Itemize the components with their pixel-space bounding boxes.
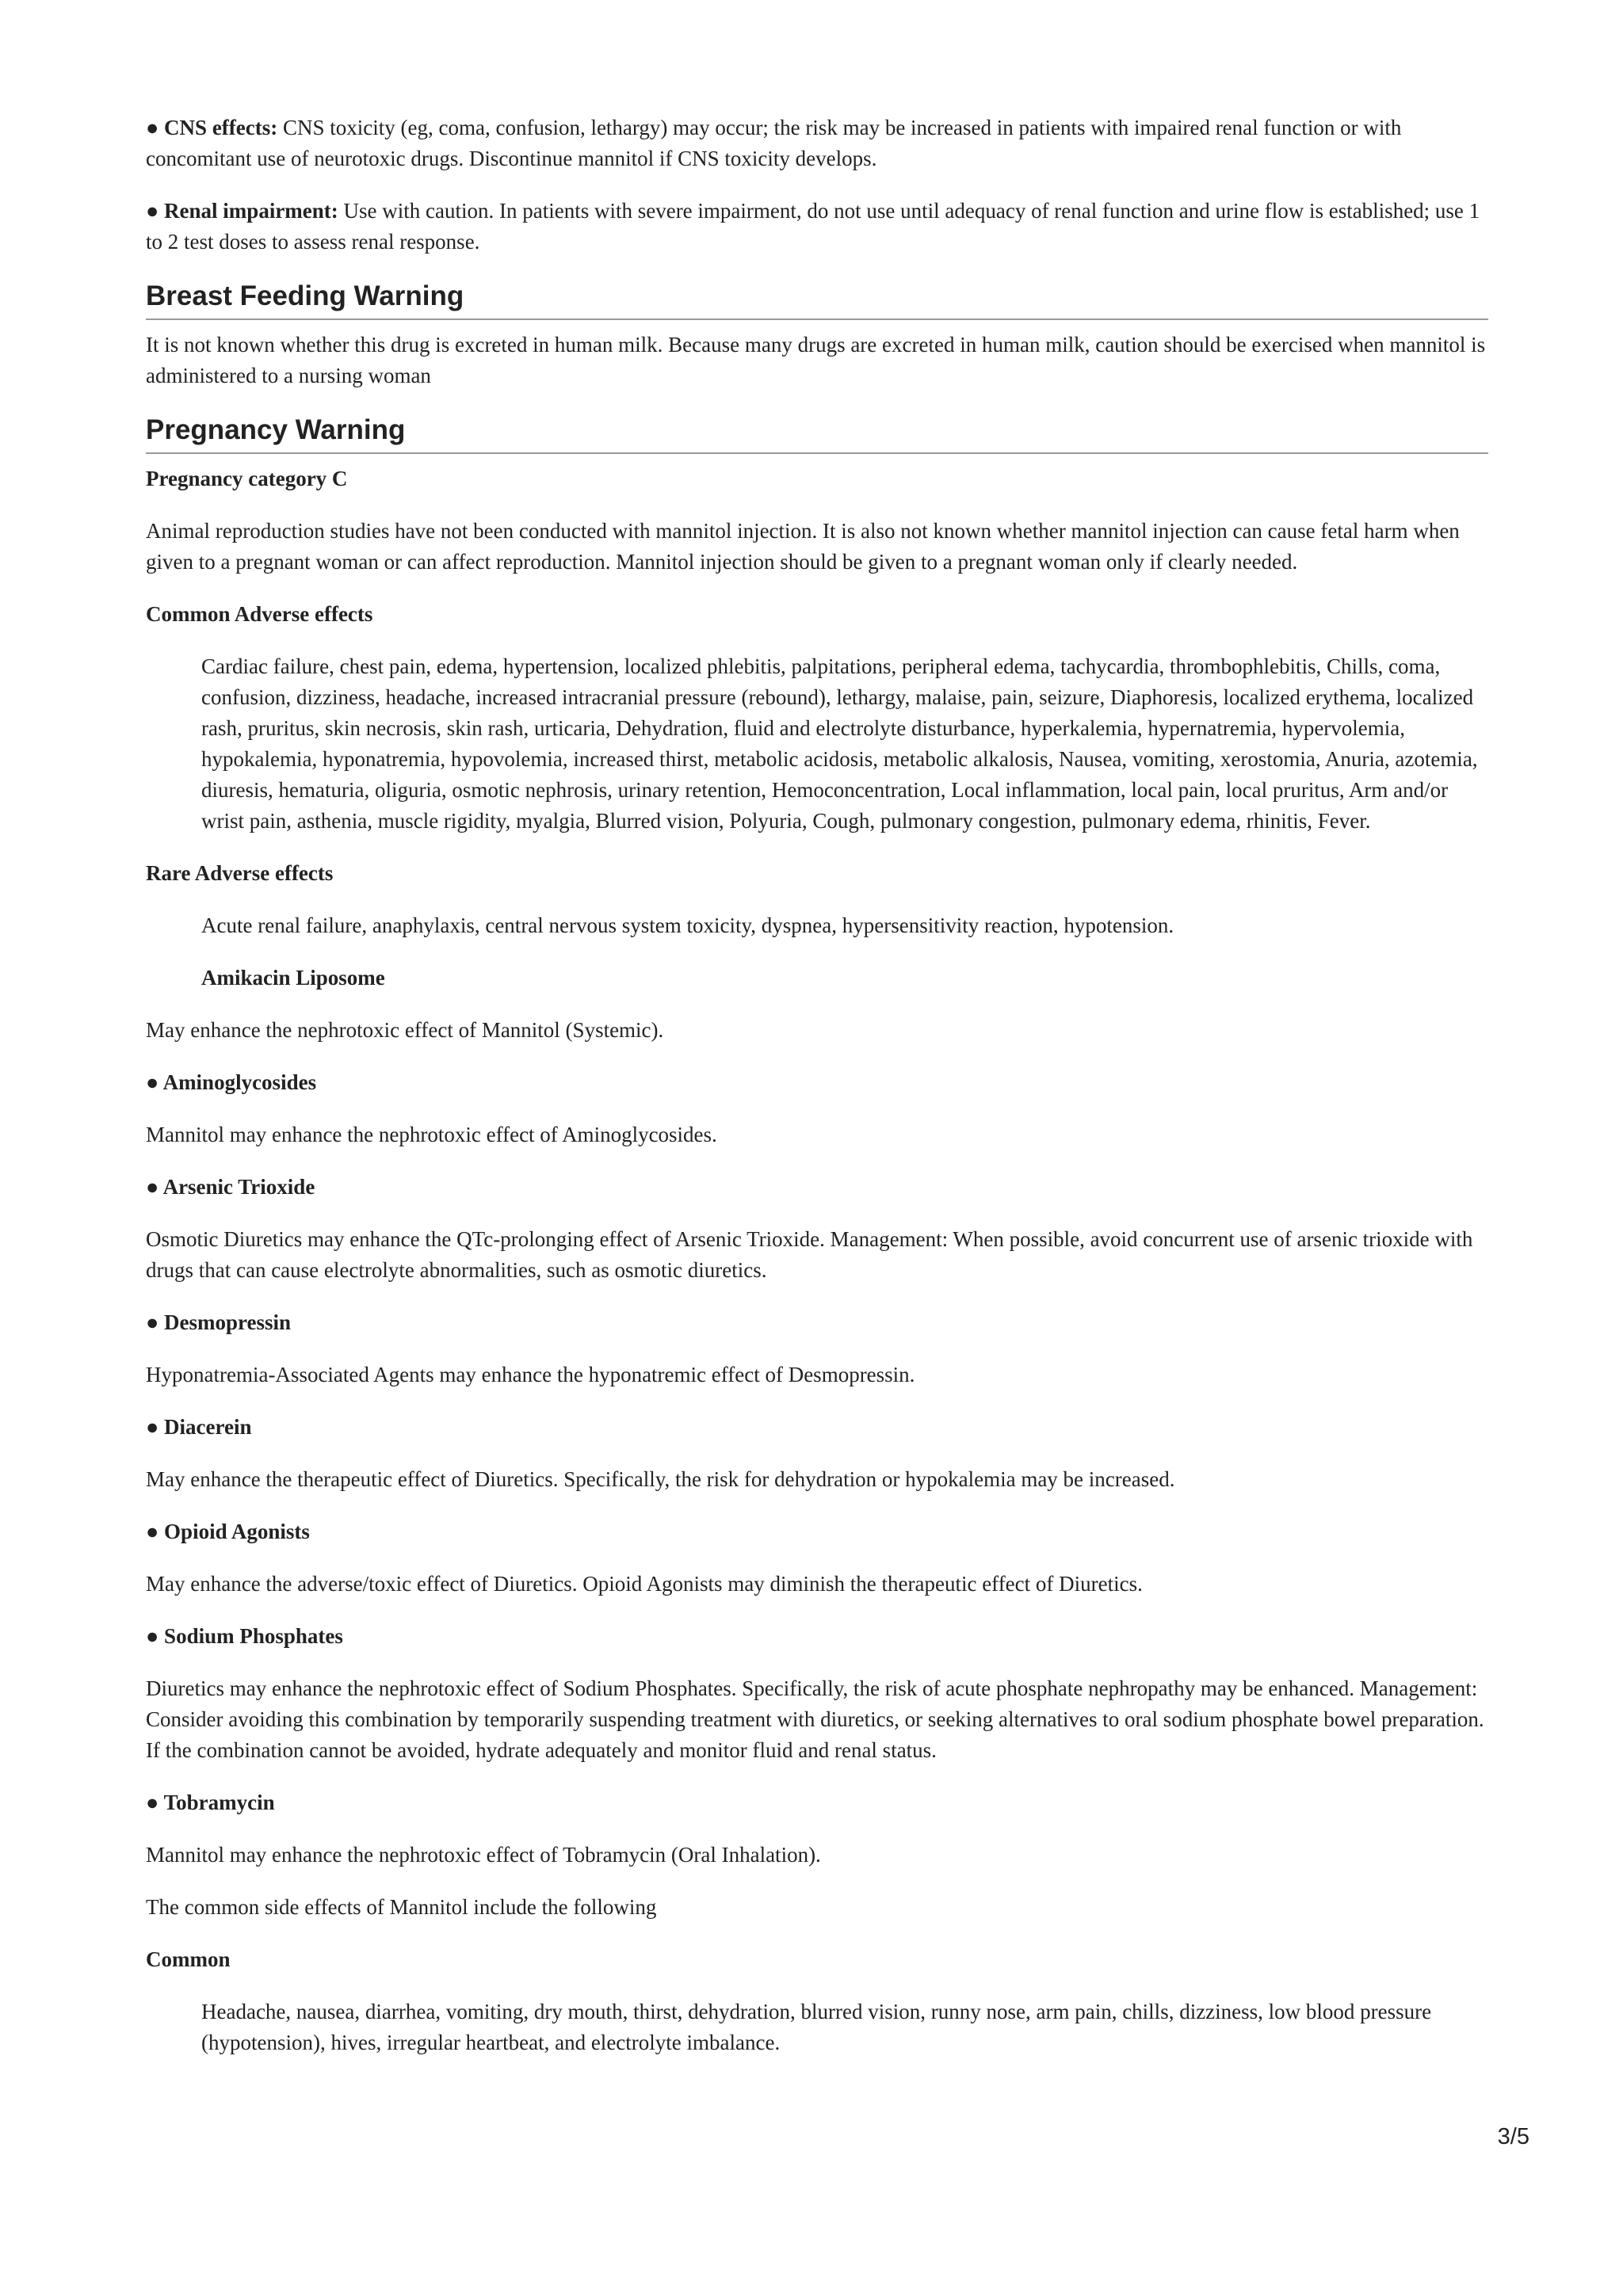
- breast-feeding-text: It is not known whether this drug is excreted in human milk. Because many drugs are excreted in human milk, caution should be exercised when mannitol is administered to a nursing woman: [146, 333, 1486, 387]
- interaction-text: Diuretics may enhance the nephrotoxic effect of Sodium Phosphates. Specifically, the risk of acute phosphate nephropathy may be enhanced. Management: Consider avoiding this combination by temporarily suspending treatment with diuretics, or seeking alternatives to oral sodium phosphate bowel preparation. If the combination cannot be avoided, hydrate adequately and monitor fluid and renal status.: [146, 1676, 1484, 1762]
- page-number: 3/5: [1497, 2124, 1529, 2149]
- interaction-text: May enhance the therapeutic effect of Diuretics. Specifically, the risk for dehydration or hypokalemia may be increased.: [146, 1467, 1175, 1491]
- renal-impairment-text: Use with caution. In patients with severe impairment, do not use until adequacy of renal function and urine flow is established; use 1 to 2 test doses to assess renal response.: [146, 199, 1480, 254]
- interaction-text: Mannitol may enhance the nephrotoxic effect of Aminoglycosides.: [146, 1123, 717, 1146]
- side-effects-intro: The common side effects of Mannitol include the following: [146, 1895, 657, 1919]
- side-effects-common-text: Headache, nausea, diarrhea, vomiting, dry mouth, thirst, dehydration, blurred vision, runny nose, arm pain, chills, dizziness, low blood pressure (hypotension), hives, irregular heartbeat, and electrolyte imbalance.: [201, 2000, 1432, 2054]
- side-effects-common-heading: Common: [146, 1947, 231, 1971]
- interaction-name: ● Aminoglycosides: [146, 1070, 317, 1094]
- interaction-text: Osmotic Diuretics may enhance the QTc-prolonging effect of Arsenic Trioxide. Management: When possible, avoid concurrent use of arsenic trioxide with drugs that can cause electrolyte abnormalities, such as osmotic diuretics.: [146, 1227, 1473, 1282]
- interaction-text: May enhance the nephrotoxic effect of Mannitol (Systemic).: [146, 1018, 664, 1042]
- pregnancy-category: Pregnancy category C: [146, 467, 348, 490]
- renal-impairment-label: ● Renal impairment:: [146, 199, 338, 223]
- interaction-text: May enhance the adverse/toxic effect of Diuretics. Opioid Agonists may diminish the therapeutic effect of Diuretics.: [146, 1572, 1143, 1596]
- interaction-name: ● Tobramycin: [146, 1791, 275, 1814]
- interaction-name: ● Opioid Agonists: [146, 1520, 310, 1543]
- interaction-text: Hyponatremia-Associated Agents may enhance the hyponatremic effect of Desmopressin.: [146, 1363, 915, 1386]
- rare-adverse-heading: Rare Adverse effects: [146, 861, 334, 885]
- breast-feeding-heading: Breast Feeding Warning: [146, 279, 1488, 320]
- cns-effects-text: CNS toxicity (eg, coma, confusion, lethargy) may occur; the risk may be increased in patients with impaired renal function or with concomitant use of neurotoxic drugs. Discontinue mannitol if CNS toxicity develops.: [146, 116, 1402, 170]
- pregnancy-text: Animal reproduction studies have not been conducted with mannitol injection. It is also not known whether mannitol injection can cause fetal harm when given to a pregnant woman or can affect reproduction. Mannitol injection should be given to a pregnant woman only if clearly needed.: [146, 519, 1460, 574]
- interaction-name: ● Diacerein: [146, 1415, 252, 1439]
- rare-adverse-text: Acute renal failure, anaphylaxis, central nervous system toxicity, dyspnea, hypersensitivity reaction, hypotension.: [201, 913, 1174, 937]
- interaction-name: ● Sodium Phosphates: [146, 1624, 343, 1648]
- cns-effects-paragraph: [146, 113, 1488, 174]
- pregnancy-heading: Pregnancy Warning: [146, 413, 1488, 454]
- renal-impairment-paragraph: [146, 196, 1488, 257]
- interaction-name: ● Desmopressin: [146, 1310, 292, 1334]
- interaction-text: Mannitol may enhance the nephrotoxic effect of Tobramycin (Oral Inhalation).: [146, 1843, 821, 1867]
- interaction-name: ● Arsenic Trioxide: [146, 1175, 315, 1199]
- document-body: [146, 113, 1488, 2080]
- common-adverse-text: Cardiac failure, chest pain, edema, hypertension, localized phlebitis, palpitations, peripheral edema, tachycardia, thrombophlebitis, Chills, coma, confusion, dizziness, headache, increased intracranial pressure (rebound), lethargy, malaise, pain, seizure, Diaphoresis, localized erythema, localized rash, pruritus, skin necrosis, skin rash, urticaria, Dehydration, fluid and electrolyte disturbance, hyperkalemia, hypernatremia, hypervolemia, hypokalemia, hyponatremia, hypovolemia, increased thirst, metabolic acidosis, metabolic alkalosis, Nausea, vomiting, xerostomia, Anuria, azotemia, diuresis, hematuria, oliguria, osmotic nephrosis, urinary retention, Hemoconcentration, Local inflammation, local pain, local pruritus, Arm and/or wrist pain, asthenia, muscle rigidity, myalgia, Blurred vision, Polyuria, Cough, pulmonary congestion, pulmonary edema, rhinitis, Fever.: [201, 654, 1478, 833]
- common-adverse-heading: Common Adverse effects: [146, 602, 373, 626]
- interaction-name: Amikacin Liposome: [201, 966, 385, 990]
- cns-effects-label: ● CNS effects:: [146, 116, 278, 139]
